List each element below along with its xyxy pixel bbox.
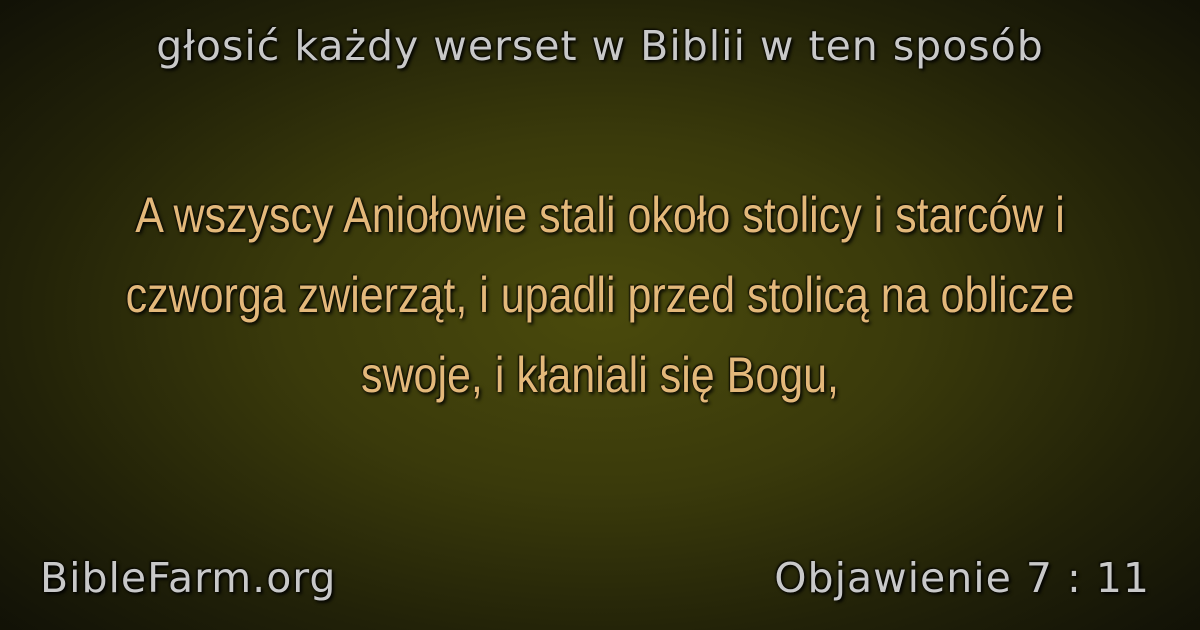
tagline: głosić każdy werset w Biblii w ten sposób: [156, 22, 1044, 70]
verse-reference: Objawienie 7 : 11: [774, 554, 1150, 602]
site-name: BibleFarm.org: [40, 554, 337, 602]
verse-text: A wszyscy Aniołowie stali około stolicy i starców i czworga zwierząt, i upadli przed stolicą na oblicze swoje, i kłaniali się Bogu,: [125, 187, 1075, 403]
